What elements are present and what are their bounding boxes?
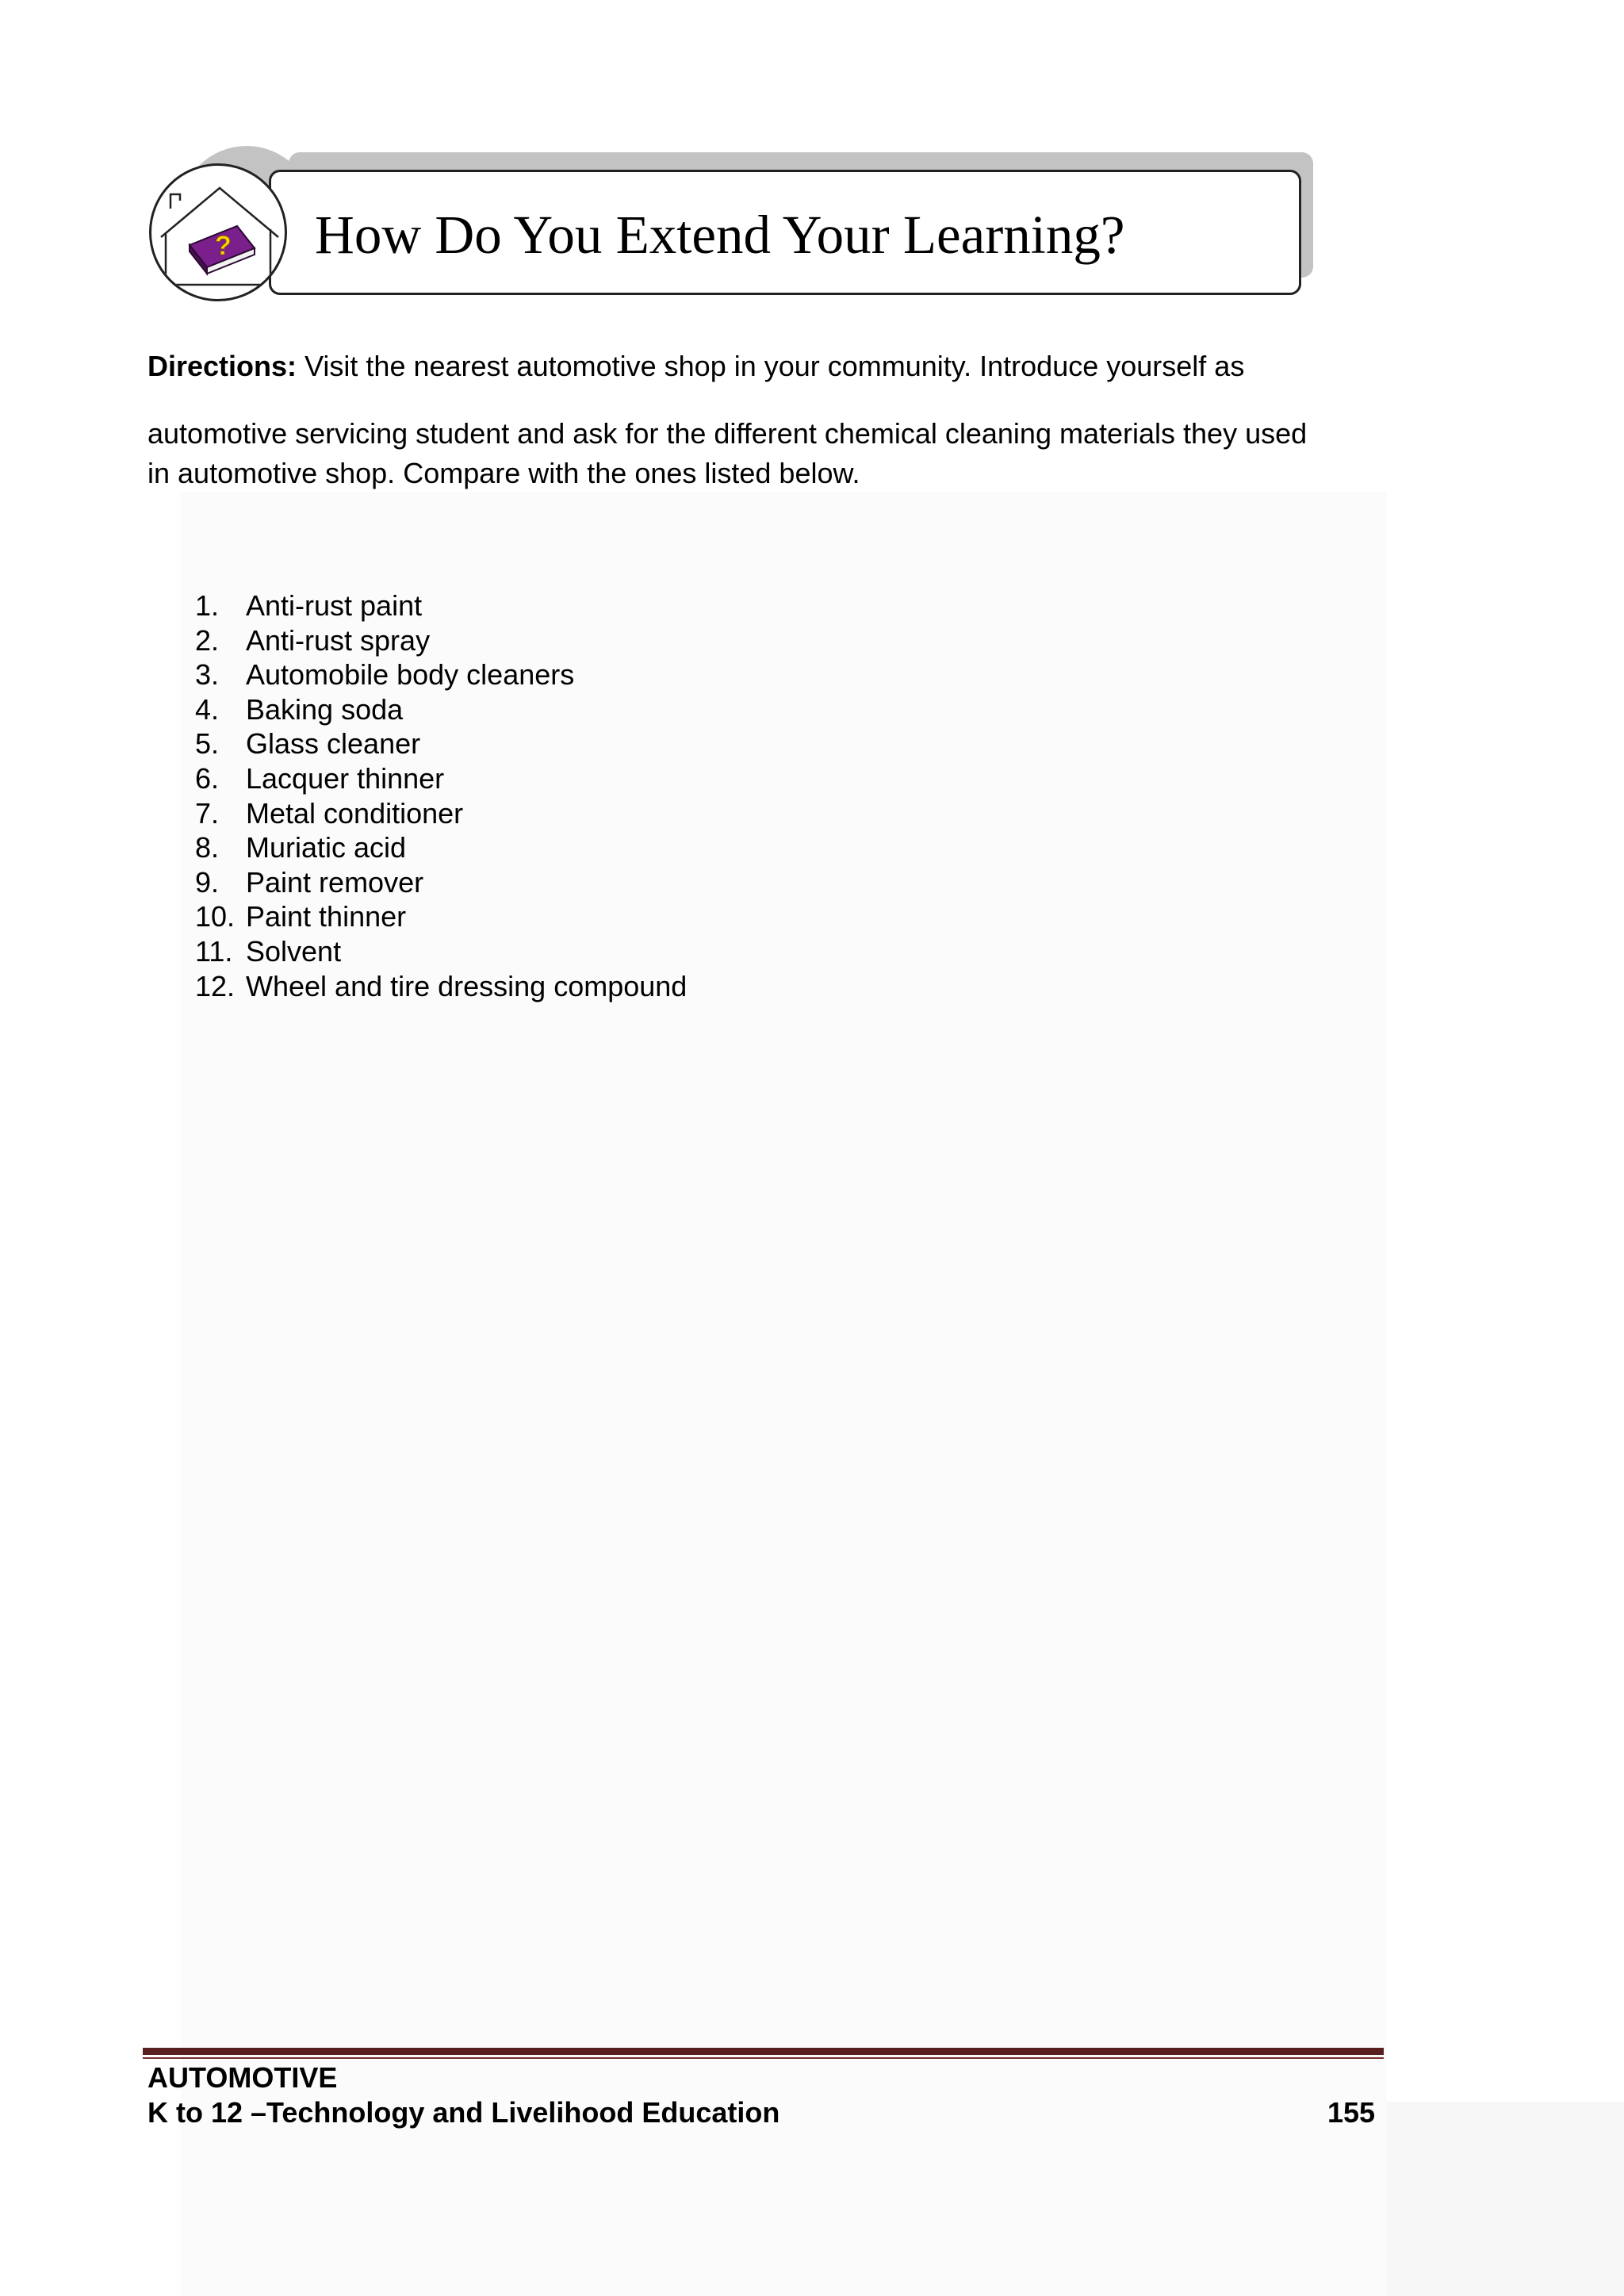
list-item-number: 12. [195, 969, 236, 1002]
list-item-number: 3. [195, 658, 220, 692]
list-item-number: 8. [195, 831, 220, 864]
list-item-number: 5. [195, 727, 220, 761]
list-item-number: 6. [195, 761, 220, 795]
page-background-corner [1386, 2102, 1624, 2296]
list-item-number: 9. [195, 865, 220, 899]
list-item-text: Wheel and tire dressing compound [246, 969, 688, 1002]
list-item [195, 692, 404, 727]
house-book-question-icon [151, 166, 287, 301]
list-item-text: Metal conditioner [246, 796, 464, 830]
list-item-text: Anti-rust paint [246, 589, 423, 622]
directions-label: Directions: [147, 350, 297, 382]
list-item [195, 796, 464, 831]
list-item [195, 623, 431, 658]
directions-line-2: automotive servicing student and ask for the different chemical cleaning materials they used [147, 417, 1308, 450]
list-item-text: Solvent [246, 934, 342, 968]
list-item [195, 934, 342, 969]
page-number: 155 [1327, 2096, 1376, 2129]
list-item [195, 969, 688, 1004]
list-item-text: Baking soda [246, 692, 404, 726]
directions-text-1: Visit the nearest automotive shop in your community. Introduce yourself as [304, 350, 1245, 382]
list-item-text: Glass cleaner [246, 727, 421, 761]
list-item [195, 588, 423, 623]
list-item-number: 11. [195, 934, 233, 968]
list-item-text: Muriatic acid [246, 831, 407, 864]
directions-line-1 [147, 347, 1244, 386]
list-item-text: Paint thinner [246, 900, 407, 933]
list-item-text: Lacquer thinner [246, 761, 445, 795]
list-item [195, 761, 445, 796]
list-item [195, 899, 407, 934]
list-item [195, 726, 421, 761]
list-item-number: 7. [195, 796, 220, 830]
list-item [195, 657, 575, 692]
list-item [195, 830, 407, 865]
footer-rule-thin [143, 2057, 1384, 2059]
cleaning-materials-list [195, 588, 688, 1003]
list-item-number: 1. [195, 589, 220, 622]
footer-subtitle: K to 12 –Technology and Livelihood Education [147, 2096, 780, 2129]
directions-line-3: in automotive shop. Compare with the ones listed below. [147, 457, 860, 489]
section-banner [146, 143, 1177, 309]
footer-title: AUTOMOTIVE [147, 2061, 338, 2094]
svg-text:?: ? [215, 231, 232, 261]
page-title: How Do You Extend Your Learning? [315, 205, 1125, 265]
list-item-number: 4. [195, 692, 220, 726]
list-item-text: Paint remover [246, 865, 424, 899]
banner-icon-circle [149, 163, 287, 301]
list-item-number: 2. [195, 623, 220, 657]
list-item-text: Automobile body cleaners [246, 658, 575, 692]
list-item-text: Anti-rust spray [246, 623, 431, 657]
footer-rule [143, 2048, 1384, 2055]
list-item [195, 865, 424, 900]
list-item-number: 10. [195, 900, 236, 933]
